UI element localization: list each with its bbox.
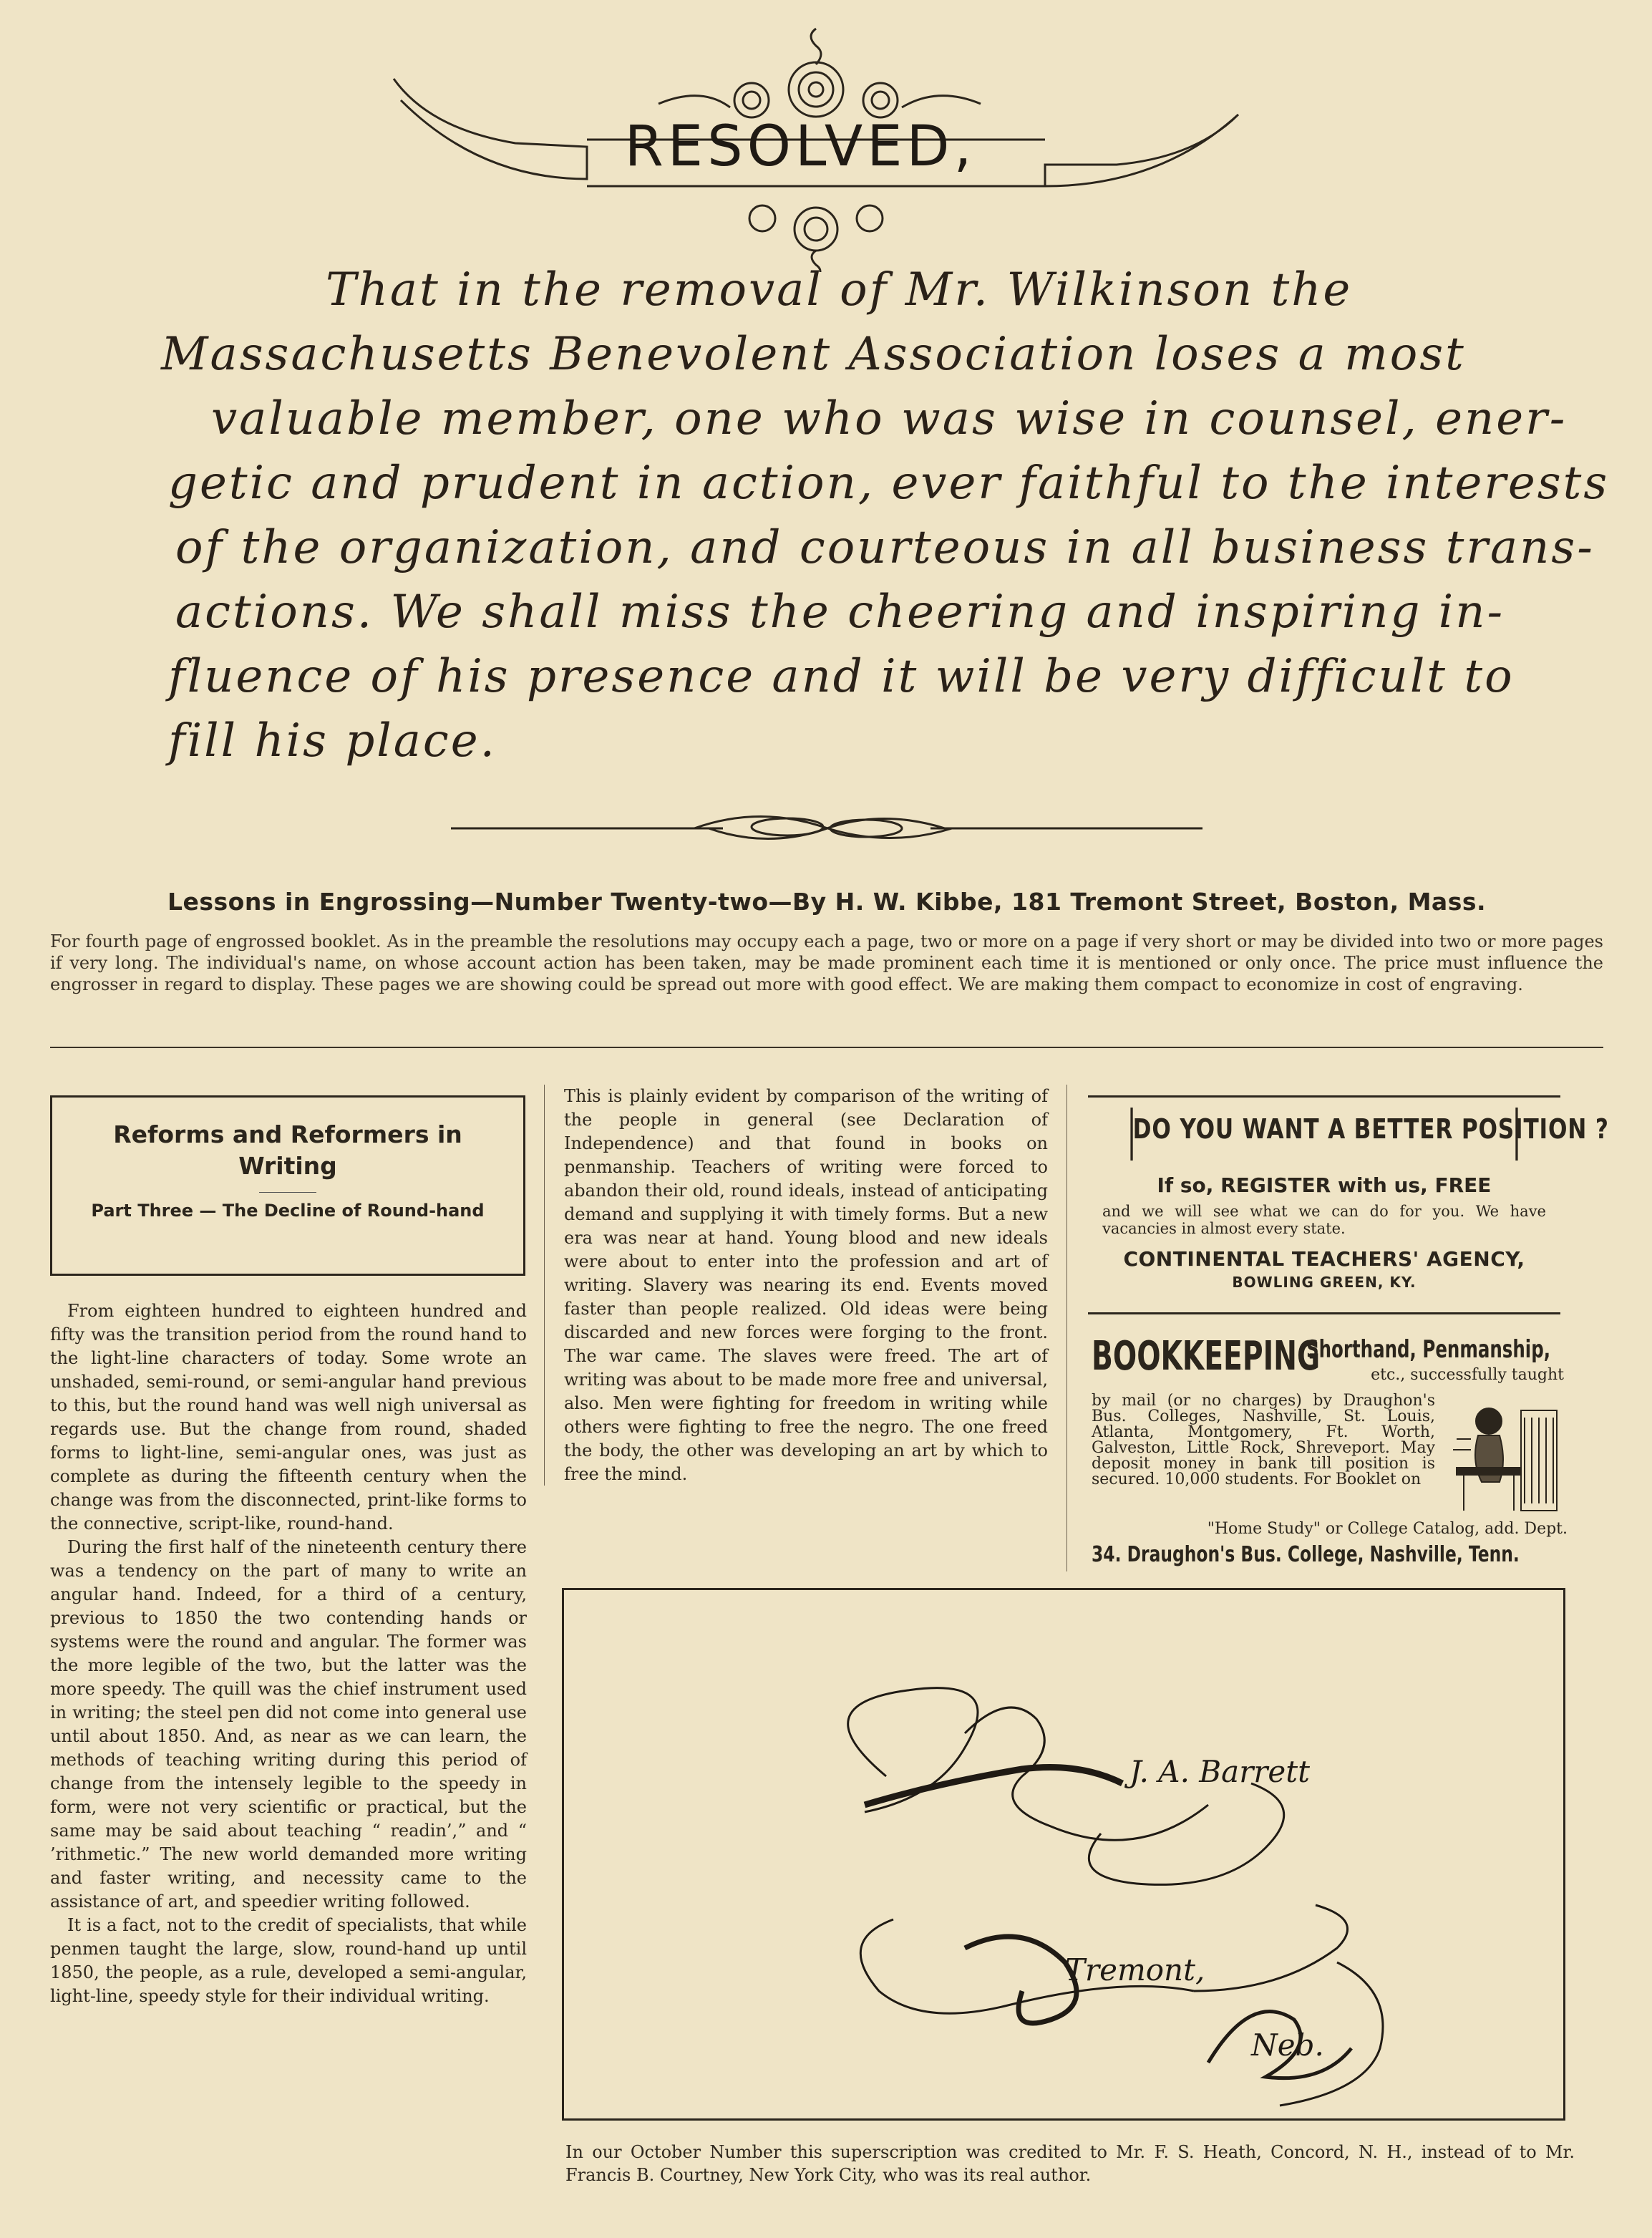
divider-ornament xyxy=(451,798,1202,856)
resolution-script-text xyxy=(154,258,1610,773)
resolution-line: Massachusetts Benevolent Association loses a most xyxy=(161,328,1466,381)
flourished-superscription xyxy=(564,1590,1563,2118)
footnote: In our October Number this superscription was credited to Mr. F. S. Heath, Concord, N. H., instead of to Mr. Francis B. Courtney, New York City, who was its real author. xyxy=(565,2142,1575,2185)
signature-name: J. A. Barrett xyxy=(1129,1754,1310,1789)
resolution-line: valuable member, one who was wise in counsel, ener- xyxy=(211,392,1568,445)
section-divider xyxy=(50,1047,1603,1048)
teachers-agency-ad xyxy=(1088,1095,1609,1314)
article-subtitle: Part Three — The Decline of Round-hand xyxy=(91,1201,485,1221)
ad-agency-name: CONTINENTAL TEACHERS' AGENCY, xyxy=(1123,1247,1525,1271)
article-paragraph: This is plainly evident by comparison of the writing of the people in general (see Declaration of Independence) and that found in books on penmanship. Teachers of writing were forced to abandon their old, round ideals, instead of anticipating demand and supplying it with timely forms. But a new era was near at hand. Young blood and new ideals were about to enter into the profession and art of writing. Slavery was nearing its end. Events moved faster than people realized. Old ideas were being discarded and new forces were forging to the front. The war came. The slaves were freed. The art of writing was about to be made more free and universal, also. Men were fighting for freedom in writing while others were fighting to free the negro. The one freed the body, the other was developing an art by which to free the mind. xyxy=(564,1086,1048,1484)
superscription-box xyxy=(562,1588,1565,2121)
bookkeeping-ad xyxy=(1092,1332,1568,1568)
ad-college-address: 34. Draughon's Bus. College, Nashville, Tenn. xyxy=(1092,1542,1520,1567)
ad-bookkeeping-headline: BOOKKEEPING xyxy=(1092,1333,1321,1380)
banner-title: RESOLVED, xyxy=(624,115,976,179)
article-column-1 xyxy=(50,1299,527,2008)
article-paragraph: During the first half of the nineteenth century there was a tendency on the part of many to write an angular hand. Indeed, for a third of a century, previous to 1850 the two contending hands or systems were the round and angular. The former was the more legible of the two, but the latter was the more speedy. The quill was the chief instrument used in writing; the steel pen did not come into general use until about 1850. And, as near as we can learn, the methods of teaching writing during this period of change from the intensely legible to the speedy in form, were not very scientific or practical, but the same may be said about teaching “ readin’,” and “ ’rithmetic.” The new world demanded more writing and faster writing, and necessity came to the assistance of art, and speedier writing followed. xyxy=(50,1537,527,1912)
ad-subjects: Shorthand, Penmanship, xyxy=(1306,1335,1551,1364)
ad-subjects-note: etc., successfully taught xyxy=(1371,1366,1564,1384)
column-divider xyxy=(544,1085,545,1486)
lesson-description: For fourth page of engrossed booklet. As in the preamble the resolutions may occupy each a page, two or more on a page if very short or may be divided into two or more pages if very long. The individual's name, on whose account action has been taken, may be made prominent each time it is mentioned or only once. The price must influence the engrosser in regard to display. These pages we are showing could be spread out more with good effect. We are making them compact to economize in cost of engraving. xyxy=(50,931,1603,994)
ad-agency-location: BOWLING GREEN, KY. xyxy=(1232,1274,1417,1291)
ad-headline: DO YOU WANT A BETTER POSITION ? xyxy=(1130,1108,1517,1161)
student-at-desk-illustration xyxy=(1449,1396,1564,1518)
column-divider xyxy=(1066,1085,1067,1571)
ad-body: and we will see what we can do for you. We have vacancies in almost every state. xyxy=(1102,1203,1546,1237)
ad-register-line: If so, REGISTER with us, FREE xyxy=(1157,1173,1492,1197)
signature-town: Tremont, xyxy=(1065,1952,1205,1987)
article-title: Reforms and Reformers in Writing xyxy=(113,1120,462,1180)
article-title-box xyxy=(50,1095,525,1276)
resolution-line: getic and prudent in action, ever faithful to the interests xyxy=(168,457,1610,510)
ad-body: by mail (or no charges) by Draughon's Bus. Colleges, Nashville, St. Louis, Atlanta, Montgomery, Ft. Worth, Galveston, Little Rock, Shreveport. May deposit money in bank till position is secured. 10,000 students. For Booklet on xyxy=(1092,1392,1435,1488)
resolution-line: fill his place. xyxy=(168,714,497,767)
signature-state: Neb. xyxy=(1251,2028,1324,2063)
article-paragraph: From eighteen hundred to eighteen hundred and fifty was the transition period from the round hand to the light-line characters of today. Some wrote an unshaded, semi-round, or semi-angular hand previous to this, but the round hand was well nigh universal as regards use. But the change from round, shaded forms to light-line, semi-angular ones, was just as complete as during the fifteenth century when the change was from the disconnected, print-like forms to the connective, script-like, round-hand. xyxy=(50,1301,527,1534)
resolution-line: fluence of his presence and it will be very difficult to xyxy=(168,650,1515,703)
ad-footer-line: "Home Study" or College Catalog, add. Dept. xyxy=(1207,1520,1568,1538)
lesson-title: Lessons in Engrossing—Number Twenty-two—By H. W. Kibbe, 181 Tremont Street, Boston, Mass. xyxy=(167,888,1487,916)
resolution-line: of the organization, and courteous in all business trans- xyxy=(175,521,1595,574)
article-paragraph: It is a fact, not to the credit of specialists, that while penmen taught the large, slow, round-hand up until 1850, the people, as a rule, developed a semi-angular, light-line, speedy style for their individual writing. xyxy=(50,1915,527,2006)
article-title-rule xyxy=(259,1192,316,1193)
resolution-line: That in the removal of Mr. Wilkinson the xyxy=(326,263,1353,316)
resolution-line: actions. We shall miss the cheering and inspiring in- xyxy=(175,586,1505,639)
article-column-2 xyxy=(564,1085,1048,1486)
